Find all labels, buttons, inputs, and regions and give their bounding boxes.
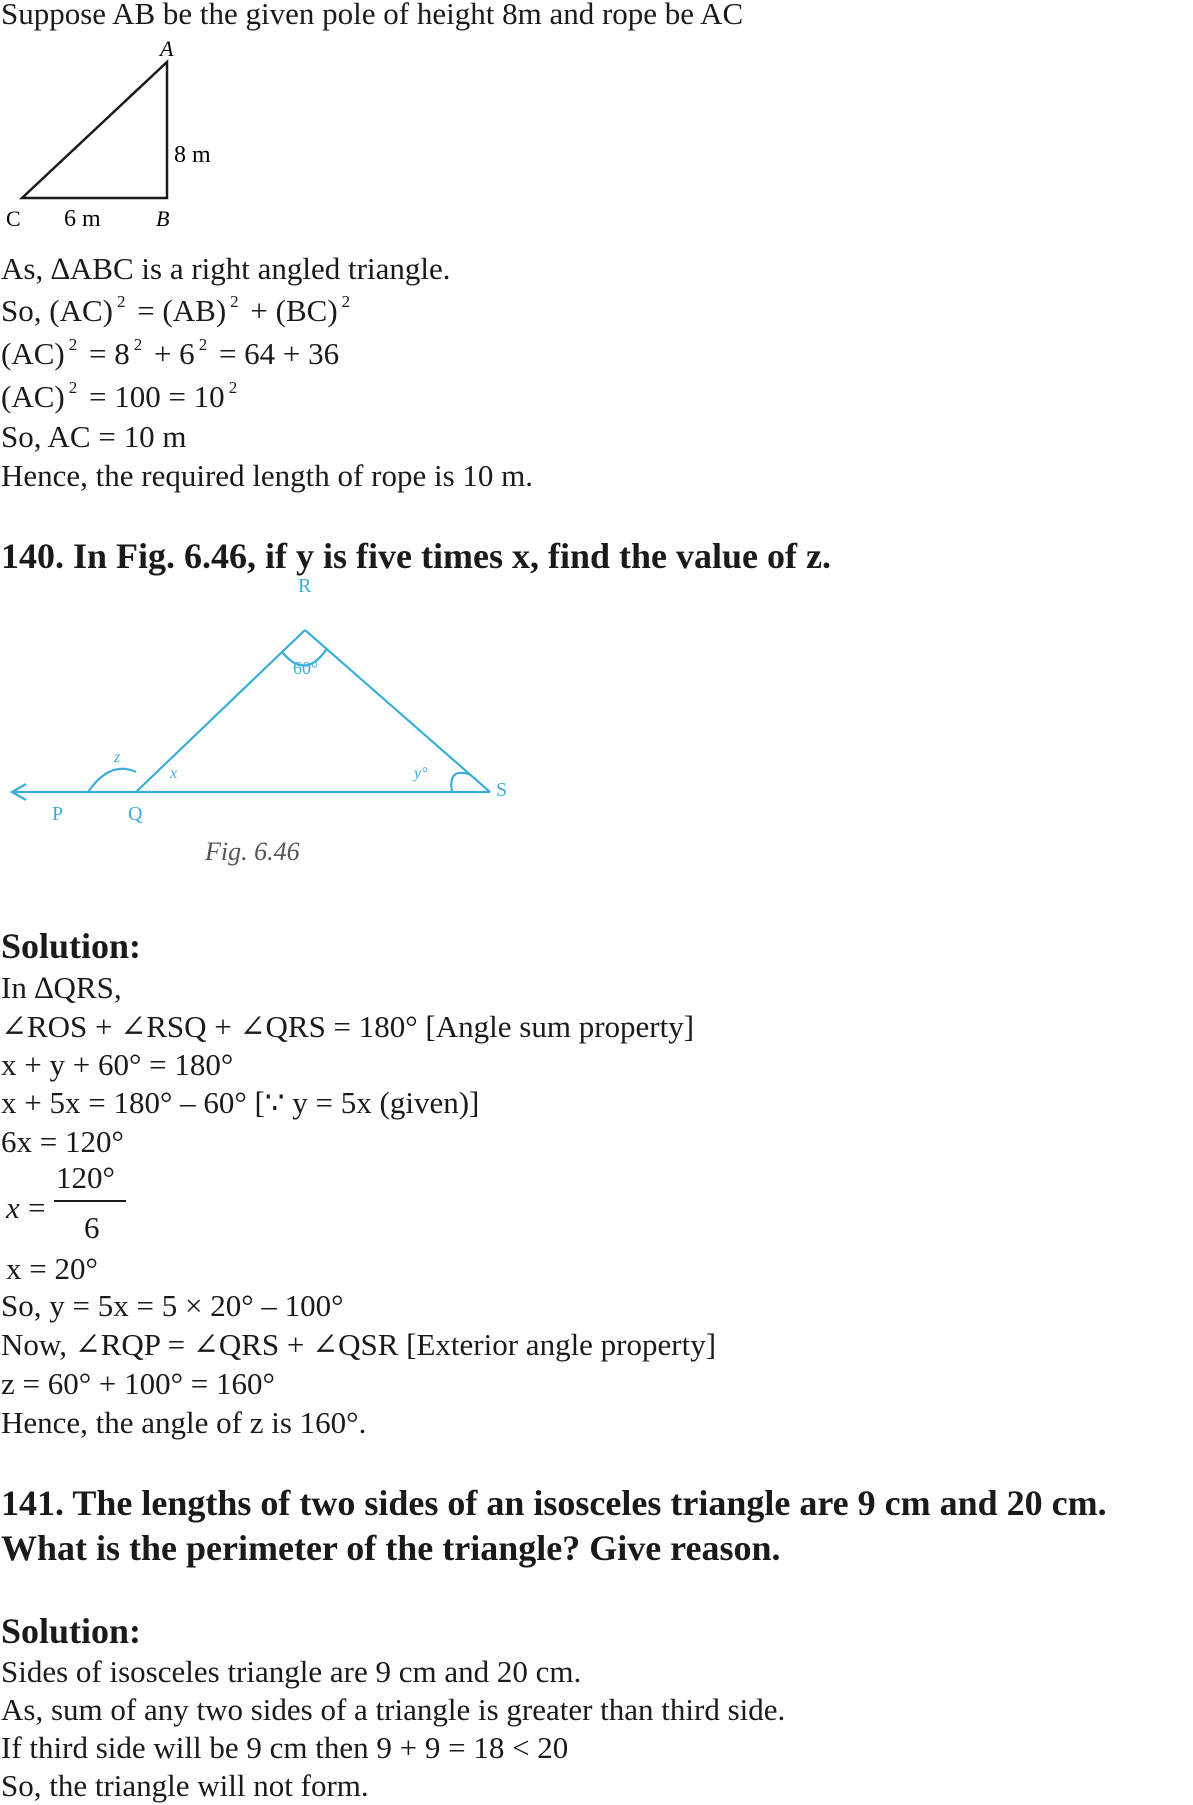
q140-line-1: In ∆QRS, — [1, 970, 122, 1005]
q140-line-5: 6x = 120° — [1, 1124, 124, 1159]
q141-line-2: As, sum of any two sides of a triangle is greater than third side. — [1, 1692, 786, 1727]
q140-line-7: So, y = 5x = 5 × 20° – 100° — [1, 1288, 344, 1323]
q140-line-2: ∠ROS + ∠RSQ + ∠QRS = 180° [Angle sum property] — [1, 1009, 695, 1044]
q141-line-1: Sides of isosceles triangle are 9 cm and 20 cm. — [1, 1654, 582, 1689]
q140-line-4: x + 5x = 180° – 60° [∵ y = 5x (given)] — [1, 1085, 480, 1120]
q140-solution-label: Solution: — [1, 926, 142, 966]
q141-line-4: So, the triangle will not form. — [1, 1768, 369, 1803]
angle-x-label: x — [170, 765, 178, 782]
vertex-label-q: Q — [128, 803, 143, 825]
angle-z-label: z — [114, 749, 121, 766]
vertex-label-c: C — [6, 206, 21, 231]
q139-intro: Suppose AB be the given pole of height 8m and rope be AC — [1, 0, 744, 31]
side-ab-label: 8 m — [174, 142, 211, 168]
fraction-numerator: 120° — [56, 1160, 115, 1195]
q139-eq-result: (AC) $^2$ = 100 = 10 $^2$ — [1, 378, 238, 414]
q139-line-1: As, ∆ABC is a right angled triangle. — [1, 251, 451, 286]
triangle-pqrs-figure — [0, 570, 540, 880]
q141-heading-line-2: What is the perimeter of the triangle? Give reason. — [1, 1528, 781, 1568]
fraction-variable: x — [6, 1190, 20, 1225]
vertex-label-s: S — [496, 779, 508, 801]
q140-line-10: Hence, the angle of z is 160°. — [1, 1405, 367, 1440]
q140-line-3: x + y + 60° = 180° — [1, 1047, 234, 1082]
q140-line-9: z = 60° + 100° = 160° — [1, 1366, 275, 1401]
vertex-label-b: B — [156, 206, 170, 231]
vertex-label-p: P — [52, 803, 64, 825]
q139-eq-pythagoras: So, (AC) $^2$ = (AB) $^2$ + (BC) $^2$ — [1, 292, 351, 328]
angle-r-label: 60° — [293, 658, 319, 678]
q140-line-8: Now, ∠RQP = ∠QRS + ∠QSR [Exterior angle property] — [1, 1327, 717, 1362]
right-triangle-figure — [0, 36, 240, 236]
side-cb-label: 6 m — [64, 206, 101, 232]
q139-eq-substitution: (AC) $^2$ = 8 $^2$ + 6 $^2$ = 64 + 36 — [1, 335, 340, 371]
q141-solution-label: Solution: — [1, 1611, 142, 1651]
angle-y-label: y° — [414, 765, 428, 782]
fraction-bar — [54, 1200, 126, 1202]
figure-caption: Fig. 6.46 — [205, 837, 300, 866]
q141-heading-line-1: 141. The lengths of two sides of an isosceles triangle are 9 cm and 20 cm. — [1, 1483, 1107, 1523]
vertex-label-r: R — [298, 575, 312, 597]
q139-line-2: So, AC = 10 m — [1, 419, 187, 454]
vertex-label-a: A — [160, 36, 174, 61]
q139-line-3: Hence, the required length of rope is 10 m. — [1, 458, 533, 493]
q140-heading: 140. In Fig. 6.46, if y is five times x, find the value of z. — [1, 536, 831, 576]
q141-line-3: If third side will be 9 cm then 9 + 9 = 18 < 20 — [1, 1730, 569, 1765]
fraction-denominator: 6 — [84, 1210, 100, 1245]
q140-line-6: x = 20° — [6, 1251, 98, 1286]
